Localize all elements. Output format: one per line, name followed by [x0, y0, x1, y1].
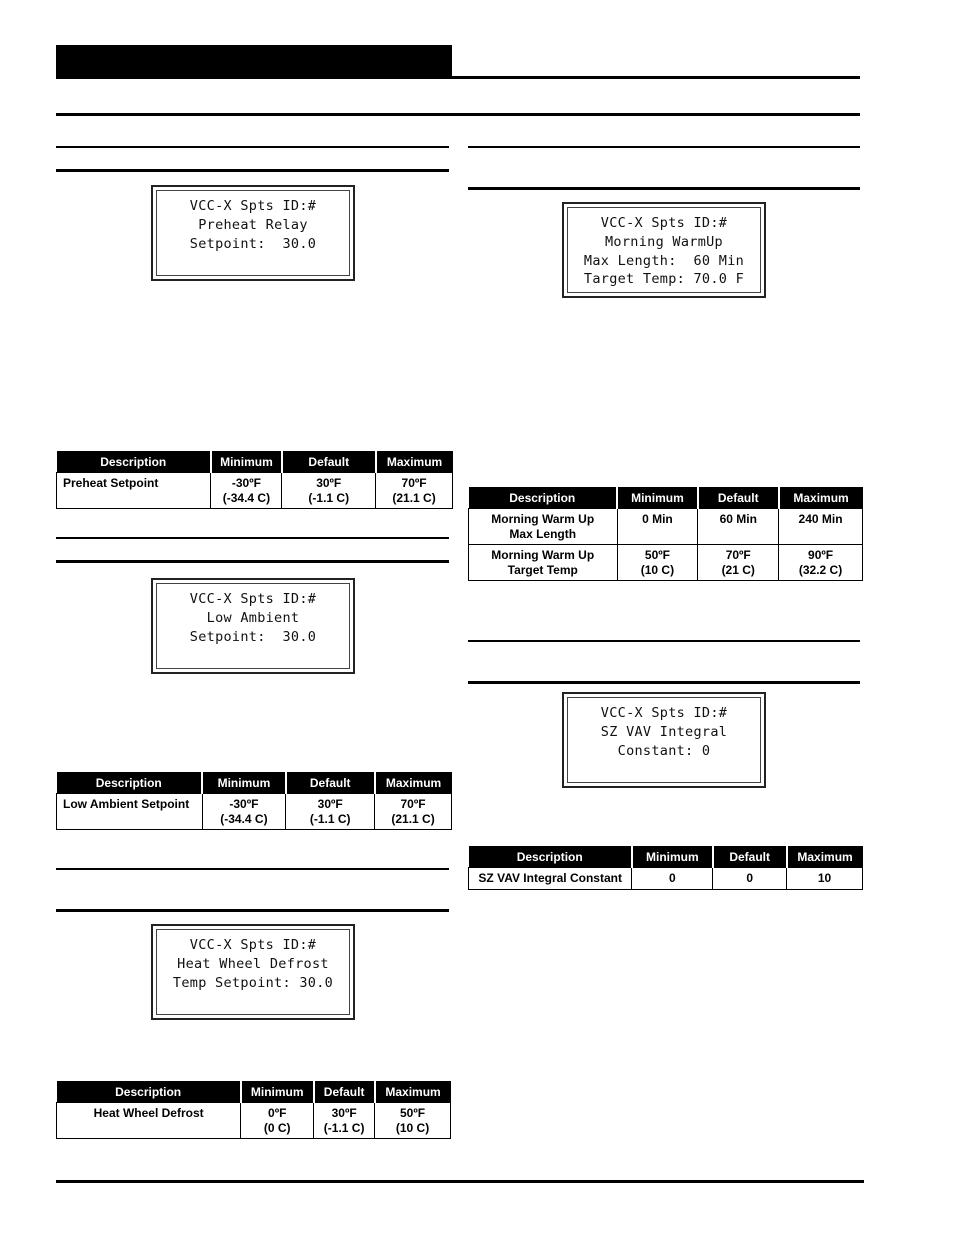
lcd-line: Heat Wheel Defrost: [177, 955, 329, 972]
table-row: [469, 545, 863, 581]
row-description: Low Ambient Setpoint: [57, 794, 203, 830]
sz-vav-table: [468, 846, 863, 890]
row-maximum: 70ºF (21.1 C): [375, 794, 452, 830]
morning-warmup-lcd-display: [562, 202, 766, 298]
row-minimum: 0ºF (0 C): [241, 1103, 314, 1139]
heat-wheel-table: [56, 1081, 451, 1139]
preheat-rule-top: [56, 146, 449, 148]
sz-vav-lcd-display: [562, 692, 766, 788]
morning-warmup-table: [468, 487, 863, 581]
heat-wheel-lcd-display: [151, 924, 355, 1020]
table-header-row: [57, 1081, 451, 1103]
lcd-line: VCC-X Spts ID:#: [600, 215, 728, 231]
col-minimum: Minimum: [211, 451, 282, 473]
col-maximum: Maximum: [779, 487, 863, 509]
row-maximum: 10: [787, 868, 863, 890]
heat-wheel-rule-bottom: [56, 909, 449, 912]
preheat-rule-bottom: [56, 169, 449, 172]
sz-vav-rule-bottom: [468, 681, 860, 684]
table-row: [469, 868, 863, 890]
row-description: SZ VAV Integral Constant: [469, 868, 632, 890]
preheat-lcd-display: [151, 185, 355, 281]
lcd-line: VCC-X Spts ID:#: [189, 198, 317, 214]
row-minimum: -30ºF (-34.4 C): [211, 473, 282, 509]
heat-wheel-rule-top: [56, 868, 449, 870]
col-maximum: Maximum: [375, 772, 452, 794]
col-default: Default: [698, 487, 779, 509]
row-description: Heat Wheel Defrost: [57, 1103, 241, 1139]
low-ambient-rule-bottom: [56, 560, 449, 563]
col-maximum: Maximum: [376, 451, 453, 473]
col-minimum: Minimum: [241, 1081, 314, 1103]
lcd-line: Low Ambient: [206, 609, 300, 626]
table-row: [469, 509, 863, 545]
lcd-line: Setpoint: 30.0: [189, 628, 317, 645]
table-header-row: [57, 451, 453, 473]
row-maximum: 90ºF (32.2 C): [779, 545, 863, 581]
table-header-row: [57, 772, 452, 794]
col-default: Default: [286, 772, 375, 794]
morning-warmup-rule-top: [468, 146, 860, 148]
col-description: Description: [57, 1081, 241, 1103]
morning-warmup-rule-bottom: [468, 187, 860, 190]
low-ambient-lcd-display: [151, 578, 355, 674]
table-row: [57, 1103, 451, 1139]
header-rule: [452, 76, 860, 79]
top-rule: [56, 113, 860, 116]
sz-vav-rule-top: [468, 640, 860, 642]
table-row: [57, 473, 453, 509]
col-default: Default: [713, 846, 787, 868]
lcd-line: SZ VAV Integral: [600, 723, 728, 740]
col-maximum: Maximum: [375, 1081, 451, 1103]
low-ambient-rule-top: [56, 537, 449, 539]
preheat-table: [56, 451, 453, 509]
col-description: Description: [57, 772, 203, 794]
lcd-line: VCC-X Spts ID:#: [600, 705, 728, 721]
lcd-line: Morning WarmUp: [605, 233, 723, 250]
col-description: Description: [469, 846, 632, 868]
row-default: 70ºF (21 C): [698, 545, 779, 581]
table-header-row: [469, 487, 863, 509]
row-default: 30ºF (-1.1 C): [286, 794, 375, 830]
row-maximum: 50ºF (10 C): [375, 1103, 451, 1139]
footer-rule: [56, 1180, 864, 1183]
col-default: Default: [282, 451, 376, 473]
col-minimum: Minimum: [632, 846, 713, 868]
low-ambient-table: [56, 772, 452, 830]
row-minimum: 50ºF (10 C): [617, 545, 698, 581]
lcd-line: Constant: 0: [617, 742, 711, 759]
row-default: 30ºF (-1.1 C): [314, 1103, 375, 1139]
col-default: Default: [314, 1081, 375, 1103]
table-row: [57, 794, 452, 830]
col-description: Description: [469, 487, 618, 509]
row-minimum: 0 Min: [617, 509, 698, 545]
lcd-line: Setpoint: 30.0: [189, 235, 317, 252]
row-maximum: 70ºF (21.1 C): [376, 473, 453, 509]
col-description: Description: [57, 451, 211, 473]
col-maximum: Maximum: [787, 846, 863, 868]
lcd-line: Max Length: 60 Min: [583, 252, 745, 269]
header-bar: [56, 45, 452, 79]
row-default: 60 Min: [698, 509, 779, 545]
lcd-line: VCC-X Spts ID:#: [189, 591, 317, 607]
row-description: Morning Warm Up Target Temp: [469, 545, 618, 581]
col-minimum: Minimum: [617, 487, 698, 509]
lcd-line: Temp Setpoint: 30.0: [172, 974, 334, 991]
lcd-line: VCC-X Spts ID:#: [189, 937, 317, 953]
lcd-line: Preheat Relay: [198, 216, 308, 233]
row-minimum: 0: [632, 868, 713, 890]
row-default: 30ºF (-1.1 C): [282, 473, 376, 509]
col-minimum: Minimum: [202, 772, 286, 794]
row-description: Morning Warm Up Max Length: [469, 509, 618, 545]
row-maximum: 240 Min: [779, 509, 863, 545]
row-default: 0: [713, 868, 787, 890]
row-minimum: -30ºF (-34.4 C): [202, 794, 286, 830]
row-description: Preheat Setpoint: [57, 473, 211, 509]
table-header-row: [469, 846, 863, 868]
lcd-line: Target Temp: 70.0 F: [583, 271, 745, 288]
